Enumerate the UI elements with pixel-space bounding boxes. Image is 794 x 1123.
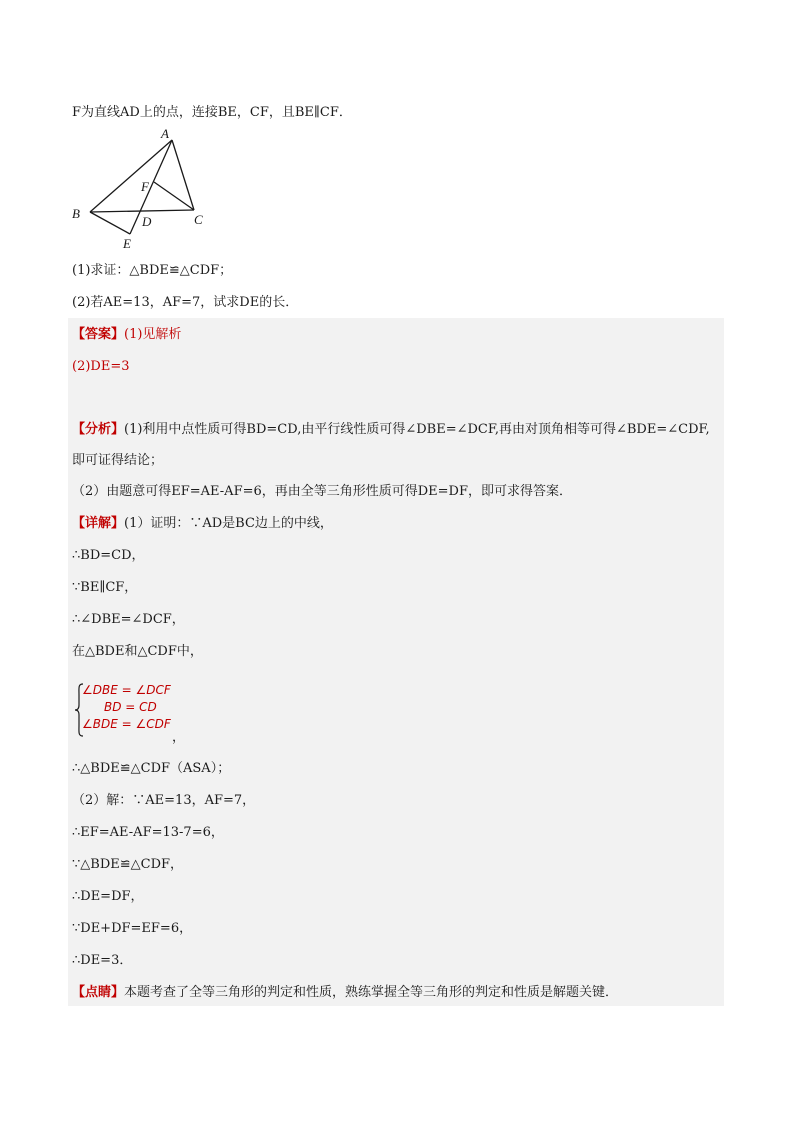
analysis-line-1 xyxy=(72,421,710,439)
equation-system xyxy=(74,683,214,741)
label-c: C xyxy=(194,212,203,227)
label-b: B xyxy=(72,206,80,221)
detail-label: 【详解】 xyxy=(72,516,125,531)
question-intro: F为直线AD上的点，连接BE，CF，且BE∥CF． xyxy=(72,105,352,120)
comment-line xyxy=(72,984,618,1002)
answer-part1: (1)见解析 xyxy=(124,327,182,342)
analysis-label: 【分析】 xyxy=(72,422,125,437)
answer-part2: (2)DE=3 xyxy=(72,359,130,374)
detail-line-2: ∴BD=CD， xyxy=(72,548,145,563)
detail-line-11: ∵DE+DF=EF=6， xyxy=(72,921,193,936)
comment-text: 本题考查了全等三角形的判定和性质，熟练掌握全等三角形的判定和性质是解题关键． xyxy=(124,985,619,1000)
segment-cf xyxy=(154,182,194,210)
detail-line-9: ∵△BDE≌△CDF， xyxy=(72,857,184,872)
segment-bc xyxy=(90,210,194,212)
question-part2: (2)若AE=13，AF=7，试求DE的长． xyxy=(72,295,299,310)
detail-text-1: (1）证明：∵AD是BC边上的中线， xyxy=(124,516,333,531)
detail-line-7: （2）解：∵AE=13，AF=7， xyxy=(72,793,256,808)
segment-ac xyxy=(172,140,194,210)
system-tail: ， xyxy=(172,730,186,745)
detail-line-3: ∵BE∥CF， xyxy=(72,580,138,595)
detail-line-12: ∴DE=3． xyxy=(72,953,133,968)
label-e: E xyxy=(123,236,131,251)
segment-be xyxy=(90,212,130,234)
answer-line-1 xyxy=(72,326,181,344)
label-d: D xyxy=(142,214,152,229)
analysis-line-2: 即可证得结论； xyxy=(72,453,164,468)
triangle-diagram xyxy=(68,126,218,256)
analysis-text-1: (1)利用中点性质可得BD=CD,由平行线性质可得∠DBE=∠DCF,再由对顶角相等可得∠BDE=∠CDF, xyxy=(124,422,710,437)
label-a: A xyxy=(161,126,169,141)
answer-label: 【答案】 xyxy=(72,327,125,342)
system-eq-2: BD = CD xyxy=(104,700,157,714)
comment-label: 【点睛】 xyxy=(72,985,125,1000)
label-f: F xyxy=(141,179,149,194)
system-eq-1: ∠DBE = ∠DCF xyxy=(82,683,171,697)
question-part1: (1)求证：△BDE≌△CDF； xyxy=(72,263,233,278)
detail-line-8: ∴EF=AE-AF=13-7=6， xyxy=(72,825,224,840)
detail-line-5: 在△BDE和△CDF中， xyxy=(72,644,203,659)
detail-line-4: ∴∠DBE=∠DCF， xyxy=(72,612,185,627)
detail-line-10: ∴DE=DF， xyxy=(72,889,144,904)
system-eq-3: ∠BDE = ∠CDF xyxy=(82,717,171,731)
detail-line-1 xyxy=(72,515,333,533)
segment-ab xyxy=(90,140,172,212)
detail-line-6: ∴△BDE≌△CDF（ASA）； xyxy=(72,761,231,776)
analysis-line-3: （2）由题意可得EF=AE-AF=6，再由全等三角形性质可得DE=DF，即可求得答案． xyxy=(72,484,573,499)
